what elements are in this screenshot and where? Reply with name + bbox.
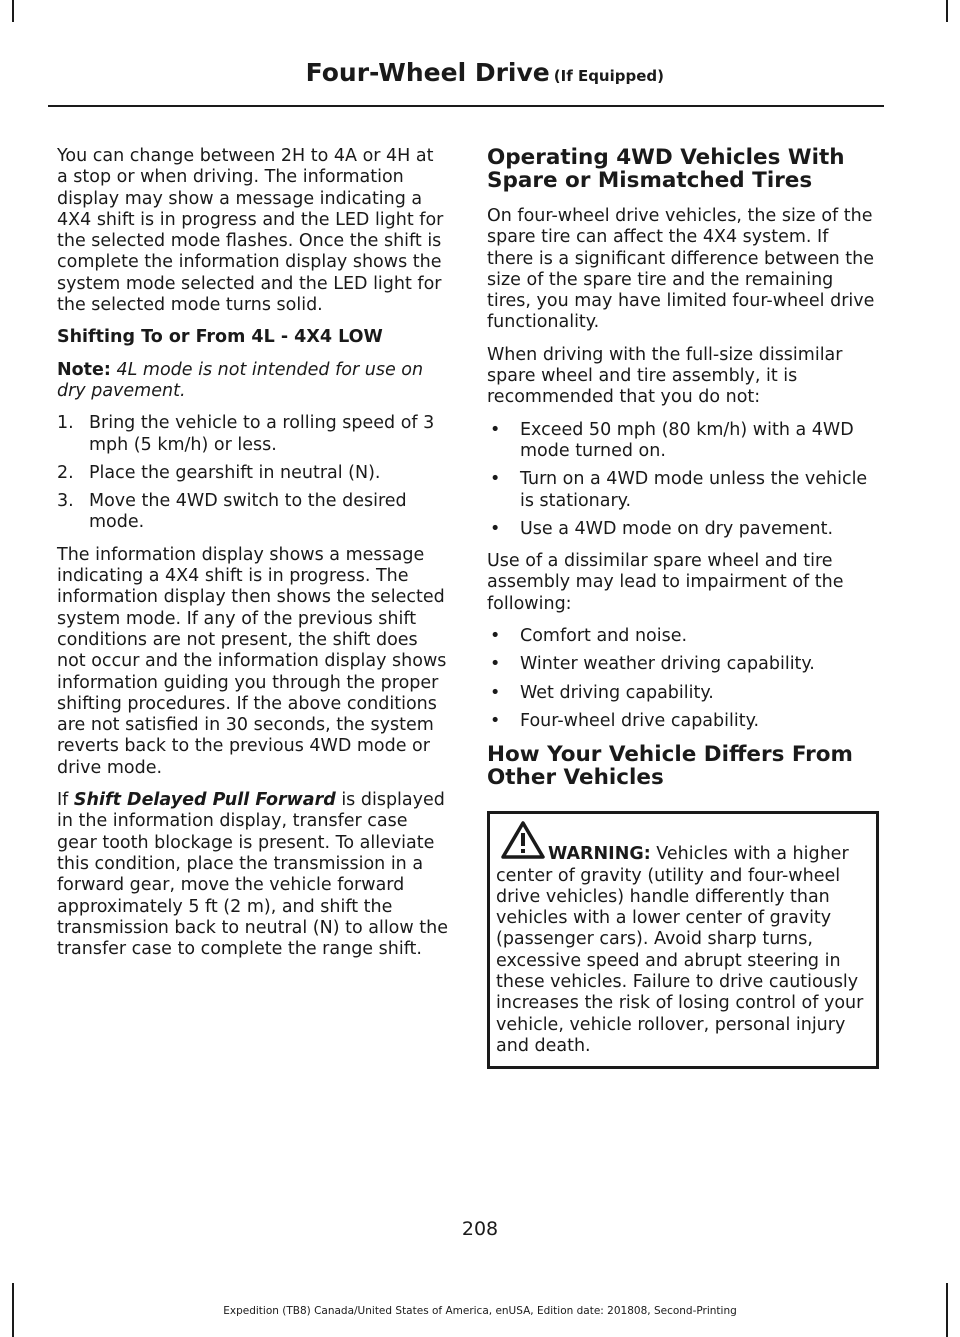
page-title — [306, 58, 664, 87]
impairment-paragraph: Use of a dissimilar spare wheel and tire assembly may lead to impairment of the following: — [487, 551, 844, 614]
footer-edition-info: Expedition (TB8) Canada/United States of America, enUSA, Edition date: 201808, Second-Printing — [223, 1305, 737, 1317]
recommendation-list — [487, 420, 879, 540]
bullet-icon: • — [490, 419, 501, 440]
list-item — [57, 413, 449, 456]
warning-content — [496, 844, 870, 1057]
step-text: Move the 4WD switch to the desired mode. — [89, 491, 407, 533]
bullet-text: Winter weather driving capability. — [520, 654, 815, 675]
spare-tire-paragraph: On four-wheel drive vehicles, the size of the spare tire can affect the 4X4 system. If there is a significant difference between the size of the spare tire and the remaining tires, you may have limited four-wheel drive functionality. — [487, 206, 875, 333]
warning-triangle-icon — [500, 820, 546, 866]
bullet-icon: • — [490, 710, 501, 731]
para-rest: is displayed in the information display, transfer case gear tooth blockage is present. To alleviate this condition, place the transmission in a forward gear, move the vehicle forward approximately 5 ft (2 m), and shift the transmission back to neutral (N) to allow the transfer case to complete the range shift. — [57, 790, 448, 960]
step-number: 2. — [57, 462, 74, 483]
display-message-text: Shift Delayed Pull Forward — [73, 790, 336, 811]
intro-paragraph: You can change between 2H to 4A or 4H at a stop or when driving. The information display may show a message indicating a 4X4 shift is in progress and the LED light for the selected mode flashes. Once the shift is complete the information display shows the system mode selected and the LED light for the selected mode turns solid. — [57, 146, 444, 316]
page-title-main: Four-Wheel Drive — [305, 58, 550, 87]
bullet-icon: • — [490, 654, 501, 675]
left-column — [57, 146, 449, 971]
note-label: Note: — [57, 359, 111, 380]
step-number: 3. — [57, 491, 74, 512]
bullet-icon: • — [490, 518, 501, 539]
impairment-list — [487, 626, 879, 732]
list-item — [487, 469, 879, 512]
steps-list — [57, 413, 449, 533]
recommendation-paragraph: When driving with the full-size dissimilar spare wheel and tire assembly, it is recommended that you do not: — [487, 344, 843, 408]
list-item — [487, 711, 879, 732]
shift-delayed-paragraph — [57, 790, 449, 960]
section-heading-spare-tires: Operating 4WD Vehicles With Spare or Mismatched Tires — [487, 145, 845, 193]
step-text: Place the gearshift in neutral (N). — [89, 462, 381, 483]
right-column — [487, 146, 879, 1069]
list-item — [487, 654, 879, 675]
step-text: Bring the vehicle to a rolling speed of 3 mph (5 km/h) or less. — [89, 413, 435, 455]
list-item — [57, 463, 449, 484]
bullet-text: Exceed 50 mph (80 km/h) with a 4WD mode turned on. — [520, 419, 854, 461]
section-heading-vehicle-differences: How Your Vehicle Differs From Other Vehicles — [487, 742, 853, 791]
section-subheading: Shifting To or From 4L - 4X4 LOW — [57, 327, 383, 348]
bullet-text: Wet driving capability. — [520, 682, 714, 703]
bullet-icon: • — [490, 626, 501, 647]
header-divider — [48, 105, 884, 107]
list-item — [487, 626, 879, 647]
bullet-text: Comfort and noise. — [520, 626, 688, 647]
bullet-icon: • — [490, 469, 501, 490]
list-item — [487, 683, 879, 704]
bullet-text: Four-wheel drive capability. — [520, 710, 760, 731]
bullet-text: Turn on a 4WD mode unless the vehicle is stationary. — [520, 469, 868, 511]
step-number: 1. — [57, 413, 74, 434]
note-text: 4L mode is not intended for use on dry pavement. — [57, 359, 424, 401]
crop-mark-top-right — [946, 0, 948, 22]
page-number: 208 — [461, 1218, 499, 1240]
list-item — [57, 491, 449, 534]
page-title-qualifier: (If Equipped) — [553, 67, 664, 85]
list-item — [487, 420, 879, 463]
bullet-icon: • — [490, 682, 501, 703]
para-prefix: If — [57, 790, 69, 811]
bullet-text: Use a 4WD mode on dry pavement. — [520, 518, 834, 539]
warning-label: WARNING: — [548, 844, 651, 865]
crop-mark-top-left — [12, 0, 14, 22]
list-item — [487, 519, 879, 540]
warning-box — [487, 811, 879, 1069]
shift-info-paragraph: The information display shows a message indicating a 4X4 shift is in progress. The information display then shows the selected system mode. If any of the previous shift conditions are not present, the shift does not occur and the information display shows information guiding you through the proper shifting procedures. If the above conditions are not satisfied in 30 seconds, the system reverts back to the previous 4WD mode or drive mode. — [57, 544, 447, 778]
note-paragraph — [57, 360, 449, 403]
warning-text: Vehicles with a higher center of gravity (utility and four-wheel drive vehicles) handle differently than vehicles with a lower center of gravity (passenger cars). Avoid sharp turns, excessive speed and abrupt steering in these vehicles. Failure to drive cautiously increases the risk of losing control of your vehicle, vehicle rollover, personal injury and death. — [496, 844, 864, 1056]
